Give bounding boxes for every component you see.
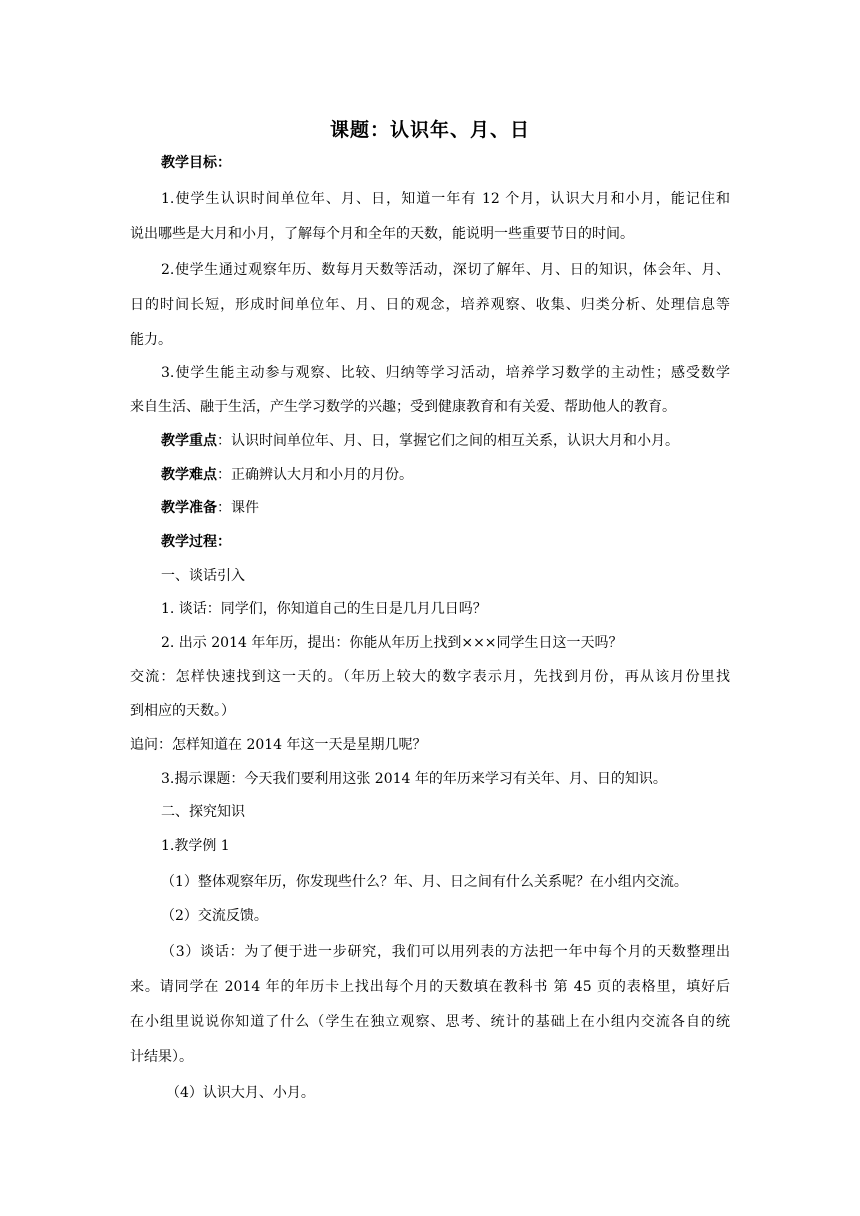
followup: 追问：怎样知道在 2014 年这一天是星期几呢？ — [130, 737, 427, 753]
key-point-text: ：认识时间单位年、月、日，掌握它们之间的相互关系，认识大月和小月。 — [217, 433, 679, 449]
item-3-line-3: 在小组里说说你知道了什么（学生在独立观察、思考、统计的基础上在小组内交流各自的统 — [130, 1014, 730, 1030]
item-2: （2）交流反馈。 — [161, 908, 268, 924]
section-1-heading: 一、谈话引入 — [161, 568, 245, 584]
objective-1-line-2: 说出哪些是大月和小月，了解每个月和全年的天数，能说明一些重要节日的时间。 — [130, 226, 634, 242]
item-3-line-1: （3）谈话：为了便于进一步研究，我们可以用列表的方法把一年中每个月的天数整理出 — [161, 944, 730, 960]
objectives-heading: 教学目标： — [161, 155, 231, 171]
difficulty — [161, 465, 413, 485]
item-1: （1）整体观察年历，你发现些什么？年、月、日之间有什么关系呢？在小组内交流。 — [161, 874, 688, 890]
key-point-label: 教学重点 — [161, 433, 217, 449]
exchange-line-1: 交流：怎样快速找到这一天的。（年历上较大的数字表示月，先找到月份，再从该月份里找 — [130, 669, 730, 685]
item-4: （4）认识大月、小月。 — [166, 1085, 315, 1101]
section-2-heading: 二、探究知识 — [161, 804, 245, 820]
difficulty-text: ：正确辨认大月和小月的月份。 — [217, 467, 413, 483]
objective-2-line-1: 2.使学生通过观察年历、数每月天数等活动，深切了解年、月、日的知识，体会年、月、 — [161, 262, 730, 278]
exchange-line-2: 到相应的天数。） — [130, 703, 235, 719]
item-3-line-4: 计结果）。 — [130, 1049, 193, 1065]
preparation-text: ：课件 — [217, 500, 259, 516]
page-title: 课题：认识年、月、日 — [329, 119, 530, 141]
objective-3-line-1: 3.使学生能主动参与观察、比较、归纳等学习活动，培养学习数学的主动性；感受数学 — [161, 365, 730, 381]
objective-2-line-3: 能力。 — [130, 332, 172, 348]
step-1-1: 1. 谈话：同学们，你知道自己的生日是几月几日吗？ — [161, 601, 487, 617]
key-point — [161, 431, 679, 451]
item-3-line-2: 来。请同学在 2014 年的年历卡上找出每个月的天数填在教科书 第 45 页的表格里，填好后 — [130, 979, 730, 995]
step-1-2: 2. 出示 2014 年年历，提出：你能从年历上找到×××同学生日这一天吗？ — [161, 635, 623, 651]
objective-3-line-2: 来自生活、融于生活，产生学习数学的兴趣；受到健康教育和有关爱、帮助他人的教育。 — [130, 399, 676, 415]
difficulty-label: 教学难点 — [161, 467, 217, 483]
objective-2-line-2: 日的时间长短，形成时间单位年、月、日的观念，培养观察、收集、归类分析、处理信息等 — [130, 297, 730, 313]
example-1: 1.教学例 1 — [161, 838, 230, 854]
objective-1-line-1: 1.使学生认识时间单位年、月、日，知道一年有 12 个月，认识大月和小月，能记住和 — [161, 191, 730, 207]
step-1-3: 3.揭示课题：今天我们要利用这张 2014 年的年历来学习有关年、月、日的知识。 — [161, 771, 667, 787]
preparation-label: 教学准备 — [161, 500, 217, 516]
process-heading: 教学过程： — [161, 534, 231, 550]
preparation — [161, 498, 259, 518]
